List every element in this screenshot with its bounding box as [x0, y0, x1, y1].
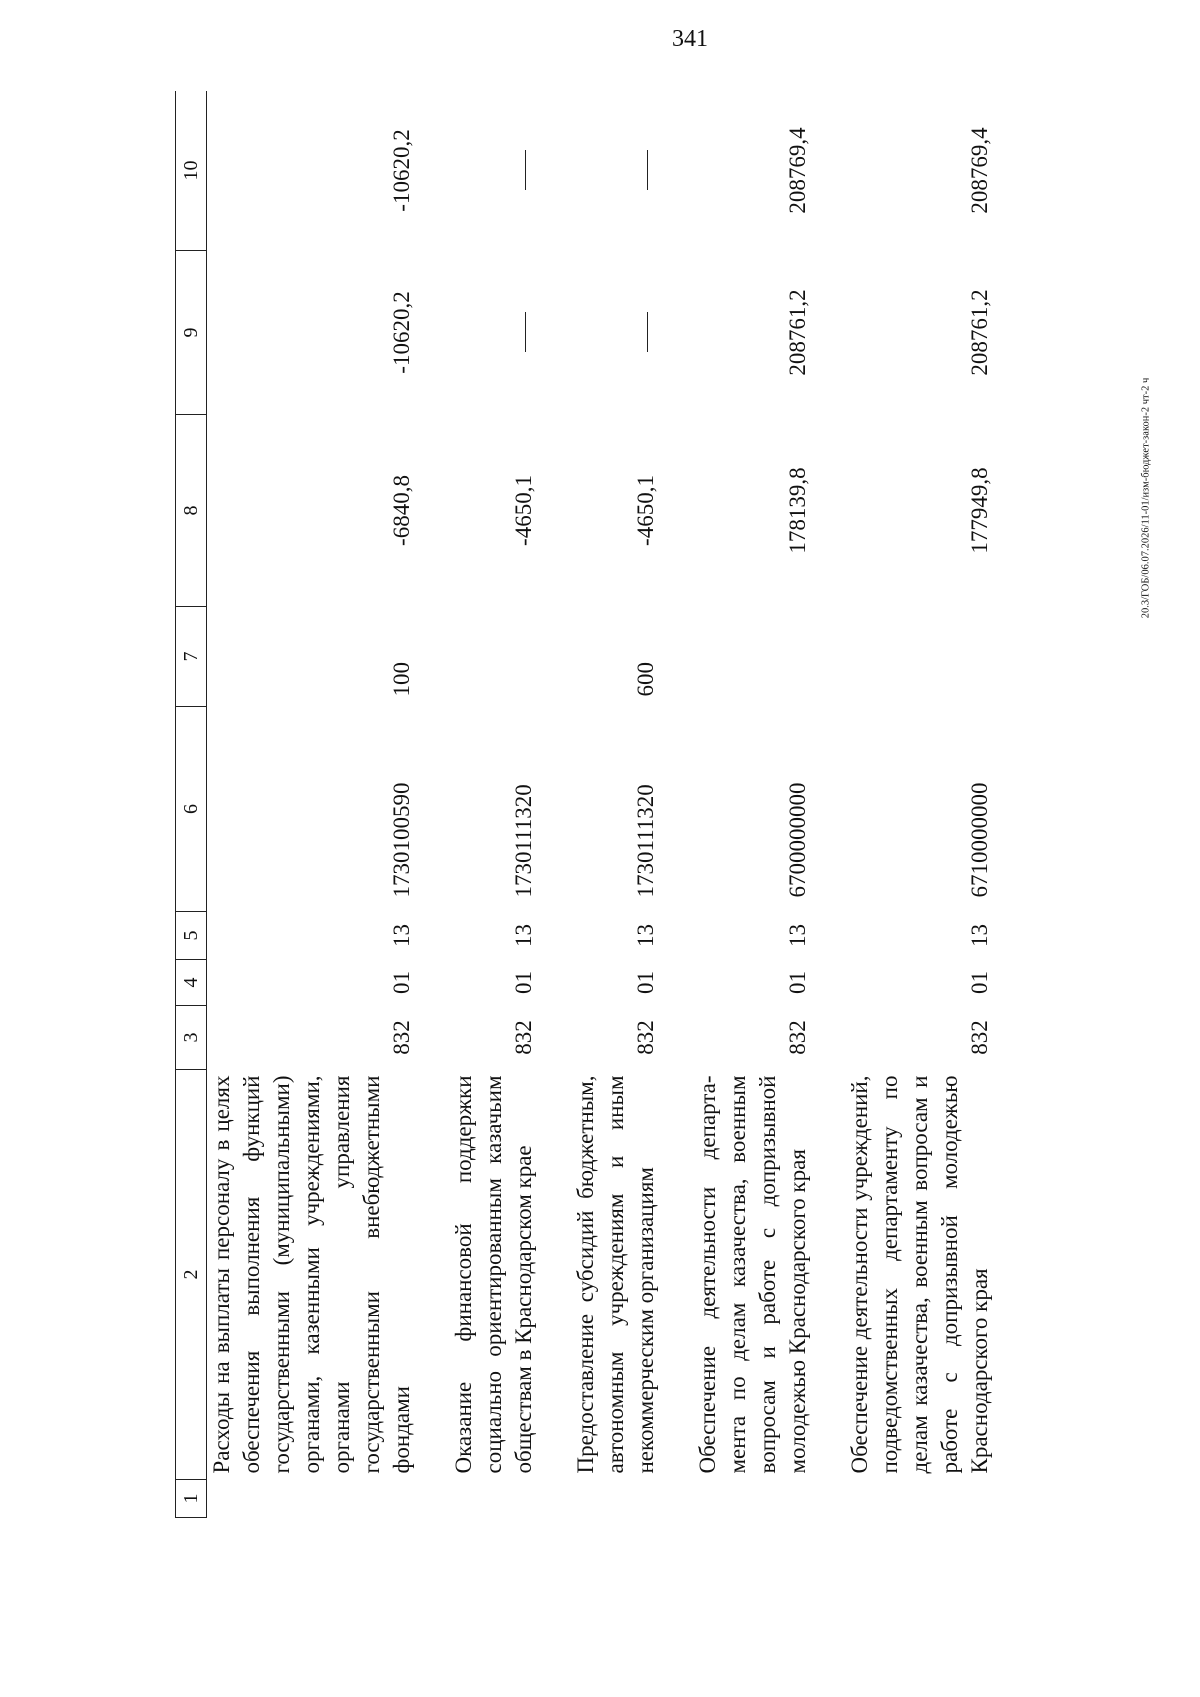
cell-code-7 [845, 607, 1001, 707]
cell-code-6: 1730111320 [511, 784, 536, 898]
cell-code-3: 832 [511, 1020, 536, 1055]
column-header-6: 6 [176, 707, 207, 912]
table-header-row [176, 91, 207, 1518]
cell-code-3: 832 [633, 1020, 658, 1055]
cell-value-10: -10620,2 [389, 129, 414, 212]
cell-name: Предоставление субсидий бюджетным, автономным учреждениям и иным некоммерческим организациям [573, 1075, 658, 1474]
column-header-3: 3 [176, 1006, 207, 1070]
cell-value-8: -4650,1 [511, 475, 536, 546]
page-number: 341 [672, 26, 708, 52]
cell-value-10: 208769,4 [967, 127, 992, 214]
column-header-7: 7 [176, 607, 207, 707]
cell-name: Расходы на выплаты персоналу в целях обеспечения выполнения функций государственными (муниципальными) органами, казенными учреждениями, органами управления государственными внебюджетными фондами [209, 1075, 414, 1474]
cell-code-5: 13 [389, 924, 414, 947]
footer-code-text: 20.3/ГОБ/06.07.2026/11-01/изм-бюджет-закон-2 чт-2 ч [1140, 377, 1152, 619]
cell-value-9 [449, 251, 545, 415]
cell-value-8: -6840,8 [389, 475, 414, 546]
cell-code-3: 832 [785, 1020, 810, 1055]
cell-code-6: 1730100590 [389, 782, 414, 898]
cell-value-8: -4650,1 [633, 475, 658, 546]
table-row [571, 91, 667, 1518]
column-header-1: 1 [176, 1480, 207, 1518]
document-footer-code [1136, 118, 1156, 878]
row-gap [667, 91, 693, 1518]
cell-code-5: 13 [511, 924, 536, 947]
row-gap [423, 91, 449, 1518]
cell-name: Оказание финансовой поддержки социально ориентированным казачьим обществам в Краснодарском крае [451, 1075, 536, 1474]
cell-code-4: 01 [389, 971, 414, 994]
empty-dash [525, 151, 526, 191]
cell-value-9: 208761,2 [967, 289, 992, 376]
cell-value-8: 178139,8 [785, 467, 810, 554]
cell-number [571, 1480, 667, 1518]
cell-number [693, 1480, 819, 1518]
cell-code-3: 832 [389, 1020, 414, 1055]
budget-table-area [175, 91, 1098, 1518]
cell-number [845, 1480, 1001, 1518]
cell-code-4: 01 [511, 971, 536, 994]
cell-code-4: 01 [633, 971, 658, 994]
table-row [207, 91, 424, 1518]
budget-table-rotated [175, 91, 1098, 1518]
cell-code-5: 13 [785, 924, 810, 947]
cell-code-7: 100 [389, 662, 414, 697]
column-header-9: 9 [176, 251, 207, 415]
cell-code-7 [693, 607, 819, 707]
cell-number [449, 1480, 545, 1518]
empty-dash [525, 313, 526, 353]
cell-value-10: 208769,4 [785, 127, 810, 214]
cell-code-4: 01 [967, 971, 992, 994]
cell-number [207, 1480, 424, 1518]
budget-table [175, 91, 1001, 1518]
cell-name: Обеспечение деятельности учреждений, подведомственных департаменту по делам казачества, военным вопросам и работе с допризывной молодежью Краснодарского края [847, 1075, 992, 1474]
table-row [449, 91, 545, 1518]
cell-value-9 [571, 251, 667, 415]
cell-value-10 [449, 91, 545, 251]
cell-code-4: 01 [785, 971, 810, 994]
empty-dash [647, 151, 648, 191]
table-row [845, 91, 1001, 1518]
cell-value-8: 177949,8 [967, 467, 992, 554]
cell-name: Обеспечение деятельности департамента по делам казачества, военным вопросам и работе с допризывной молодежью Краснодарского края [695, 1075, 810, 1474]
cell-code-5: 13 [633, 924, 658, 947]
cell-code-7: 600 [633, 662, 658, 697]
cell-value-10 [571, 91, 667, 251]
column-header-5: 5 [176, 912, 207, 960]
row-gap [819, 91, 845, 1518]
cell-code-6: 6710000000 [967, 782, 992, 898]
empty-dash [647, 313, 648, 353]
column-header-2: 2 [176, 1070, 207, 1480]
column-header-8: 8 [176, 415, 207, 607]
table-row [693, 91, 819, 1518]
cell-code-3: 832 [967, 1020, 992, 1055]
column-header-10: 10 [176, 91, 207, 251]
cell-value-9: -10620,2 [389, 291, 414, 374]
cell-code-5: 13 [967, 924, 992, 947]
cell-code-6: 6700000000 [785, 782, 810, 898]
cell-code-6: 1730111320 [633, 784, 658, 898]
column-header-4: 4 [176, 960, 207, 1006]
cell-code-7 [449, 607, 545, 707]
row-gap [545, 91, 571, 1518]
cell-value-9: 208761,2 [785, 289, 810, 376]
